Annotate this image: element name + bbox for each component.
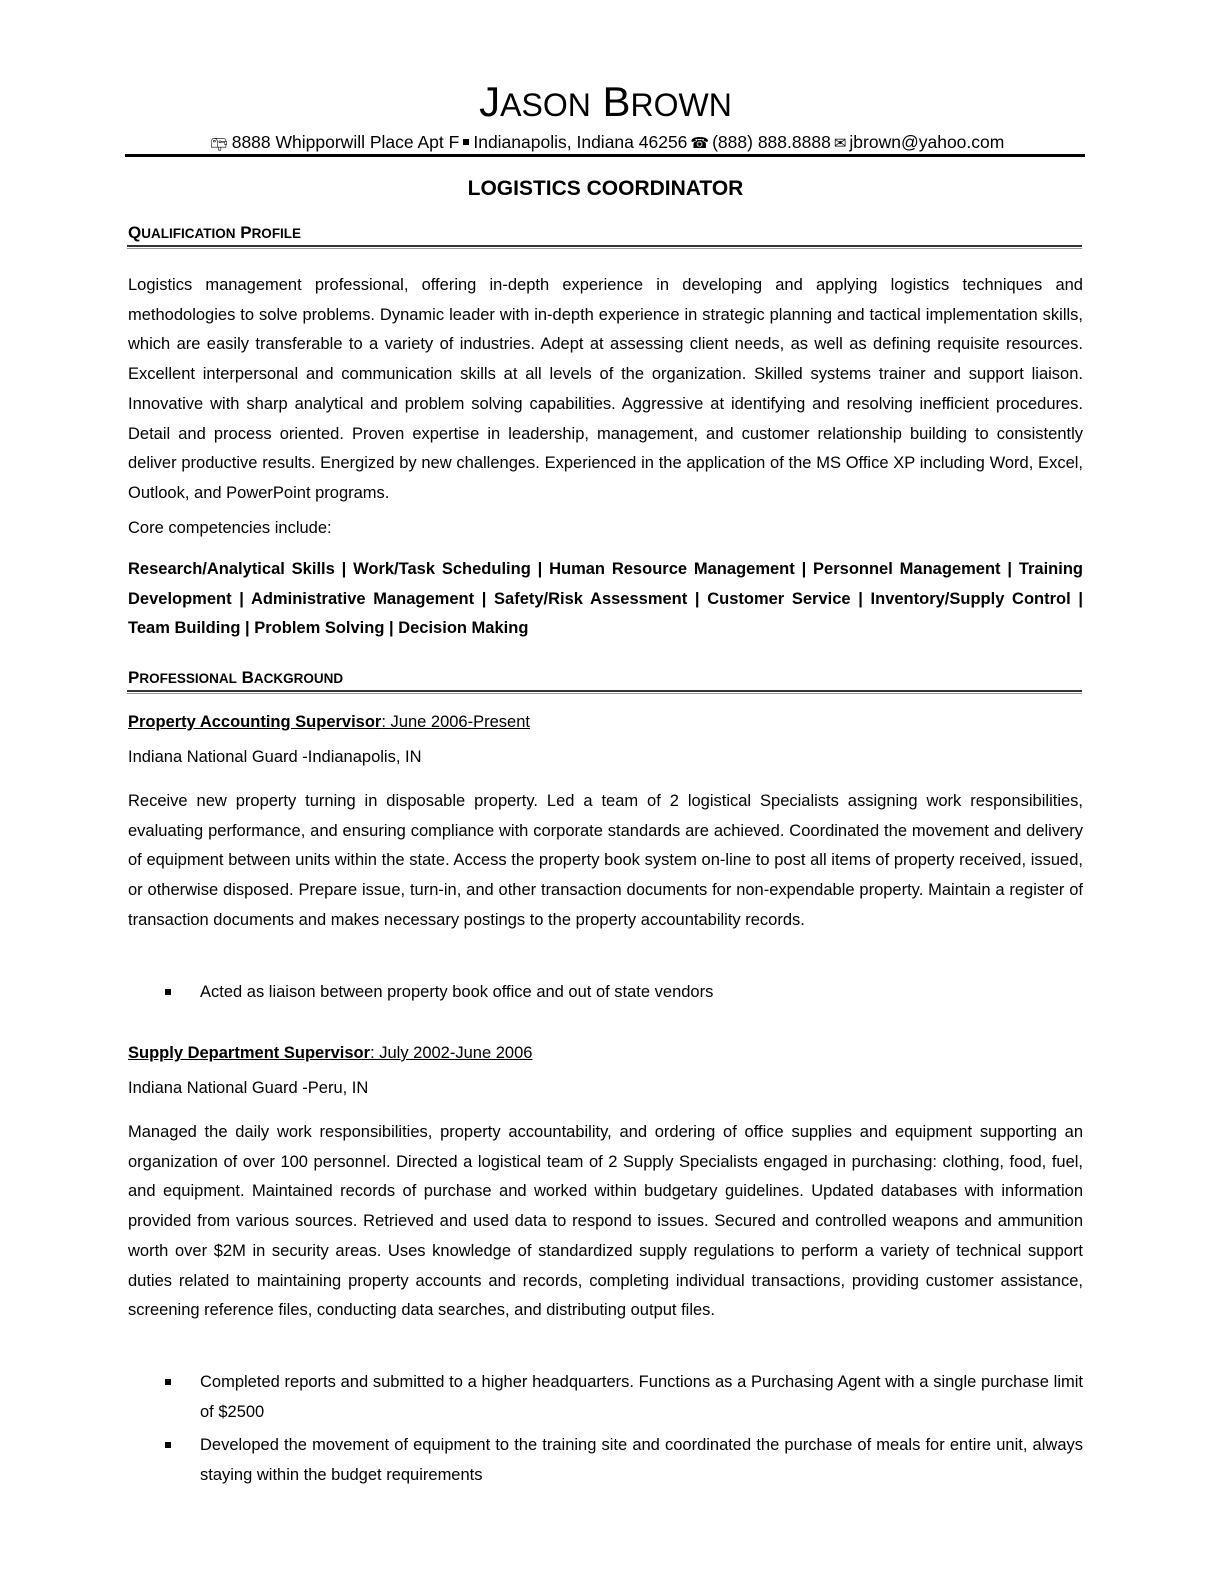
heading-letter: P [240, 223, 252, 242]
job-bullets [128, 978, 1083, 1008]
job-entry [128, 711, 1083, 733]
name-last-initial: B [602, 78, 631, 125]
separator-square [463, 139, 469, 145]
heading-letter: P [128, 668, 140, 687]
job-bullets [128, 1368, 1083, 1491]
role-dates: : July 2002-June 2006 [370, 1044, 533, 1062]
bullet-text: Developed the movement of equipment to the training site and coordinated the purchase of meals for entire unit, always staying within the budget requirements [200, 1436, 1083, 1485]
job-description [128, 787, 1083, 936]
job-entry [128, 1042, 1083, 1064]
bullet-square-icon [165, 989, 171, 995]
name-first-rest: ASON [500, 87, 591, 123]
organization: Indiana National Guard -Peru, IN [128, 1079, 369, 1097]
bullet-item [128, 1431, 1083, 1490]
envelope-icon: ✉ [833, 134, 847, 152]
heading-letter: Q [128, 223, 142, 242]
bullet-item [128, 1368, 1083, 1427]
heading-rest: ROFESSIONAL [139, 671, 237, 686]
name-first-initial: J [479, 78, 501, 125]
role-dates: : June 2006-Present [381, 713, 530, 731]
heading-letter: B [241, 668, 254, 687]
email-link[interactable]: jbrown@yahoo.com [849, 132, 1005, 152]
bullet-square-icon [165, 1379, 171, 1385]
heading-rest: ROFILE [251, 226, 302, 241]
role-title: Property Accounting Supervisor [128, 713, 382, 731]
address-text: 8888 Whipporwill Place Apt F [231, 132, 460, 152]
header-rule [125, 154, 1085, 157]
role-line [128, 1042, 1083, 1064]
phone-text: (888) 888.8888 [712, 132, 831, 152]
core-competencies-list [128, 555, 1083, 644]
heading-rest: ACKGROUND [253, 671, 344, 686]
mailbox-icon: 📪︎ [209, 134, 229, 152]
heading-rest: UALIFICATION [141, 226, 236, 241]
bullet-square-icon [165, 1442, 171, 1448]
name-last-rest: ROWN [630, 87, 732, 123]
bullet-text: Acted as liaison between property book office and out of state vendors [200, 983, 714, 1001]
role-line [128, 711, 1083, 733]
organization: Indiana National Guard -Indianapolis, IN [128, 748, 422, 766]
job-description [128, 1118, 1083, 1326]
role-title: Supply Department Supervisor [128, 1044, 371, 1062]
summary-paragraph: Logistics management professional, offering in-depth experience in developing and applying logistics techniques and methodologies to solve problems. Dynamic leader with in-depth experience in strategic planning and tactical implementation skills, which are easily transferable to a variety of industries. Adept at assessing client needs, as well as defining requisite resources. Excellent interpersonal and communication skills at all levels of the organization. Skilled systems trainer and support liaison. Innovative with sharp analytical and problem solving capabilities. Aggressive at identifying and resolving inefficient procedures. Detail and process oriented. Proven expertise in leadership, management, and customer relationship building to consistently deliver productive results. Energized by new challenges. Experienced in the application of the MS Office XP including Word, Excel, Outlook, and PowerPoint programs. [128, 276, 1083, 502]
description-paragraph: Managed the daily work responsibilities, property accountability, and ordering of office supplies and equipment supporting an organization of over 100 personnel. Directed a logistical team of 2 Supply Specialists engaged in purchasing: clothing, food, fuel, and equipment. Maintained records of purchase and worked within budgetary guidelines. Updated databases with information provided from various sources. Retrieved and used data to respond to issues. Secured and controlled weapons and ammunition worth over $2M in security areas. Uses knowledge of standardized supply regulations to perform a variety of technical support duties related to maintaining property accounts and records, completing individual transactions, providing customer assistance, screening reference files, conducting data searches, and distributing output files. [128, 1123, 1083, 1320]
background-rule [127, 690, 1082, 694]
description-paragraph: Receive new property turning in disposable property. Led a team of 2 logistical Specialists assigning work responsibilities, evaluating performance, and ensuring compliance with corporate standards are achieved. Coordinated the movement and delivery of equipment between units within the state. Access the property book system on-line to post all items of property received, issued, or otherwise disposed. Prepare issue, turn-in, and other transaction documents for non-expendable property. Maintain a register of transaction documents and makes necessary postings to the property accountability records. [128, 792, 1083, 929]
job-title: LOGISTICS COORDINATOR [467, 177, 744, 200]
core-competencies-intro [128, 514, 1083, 544]
bullet-text: Completed reports and submitted to a higher headquarters. Functions as a Purchasing Agent with a single purchase limit of $2500 [200, 1373, 1083, 1421]
qualification-section-heading [128, 222, 1083, 245]
candidate-name [128, 78, 1083, 129]
qualification-rule [127, 245, 1082, 249]
qualification-summary [128, 271, 1083, 509]
city-text: Indianapolis, Indiana 46256 [473, 132, 688, 152]
bullet-item [128, 978, 1083, 1008]
core-intro-text: Core competencies include: [128, 519, 332, 537]
background-section-heading [128, 667, 1083, 690]
phone-icon: ☎ [690, 134, 710, 152]
competencies-text: Research/Analytical Skills | Work/Task Scheduling | Human Resource Management | Personnel Management | Training Development | Administrative Management | Safety/Risk Assessment | Customer Service | Inventory/Supply Control | Team Building | Problem Solving | Decision Making [128, 560, 1083, 638]
contact-line [128, 131, 1083, 154]
